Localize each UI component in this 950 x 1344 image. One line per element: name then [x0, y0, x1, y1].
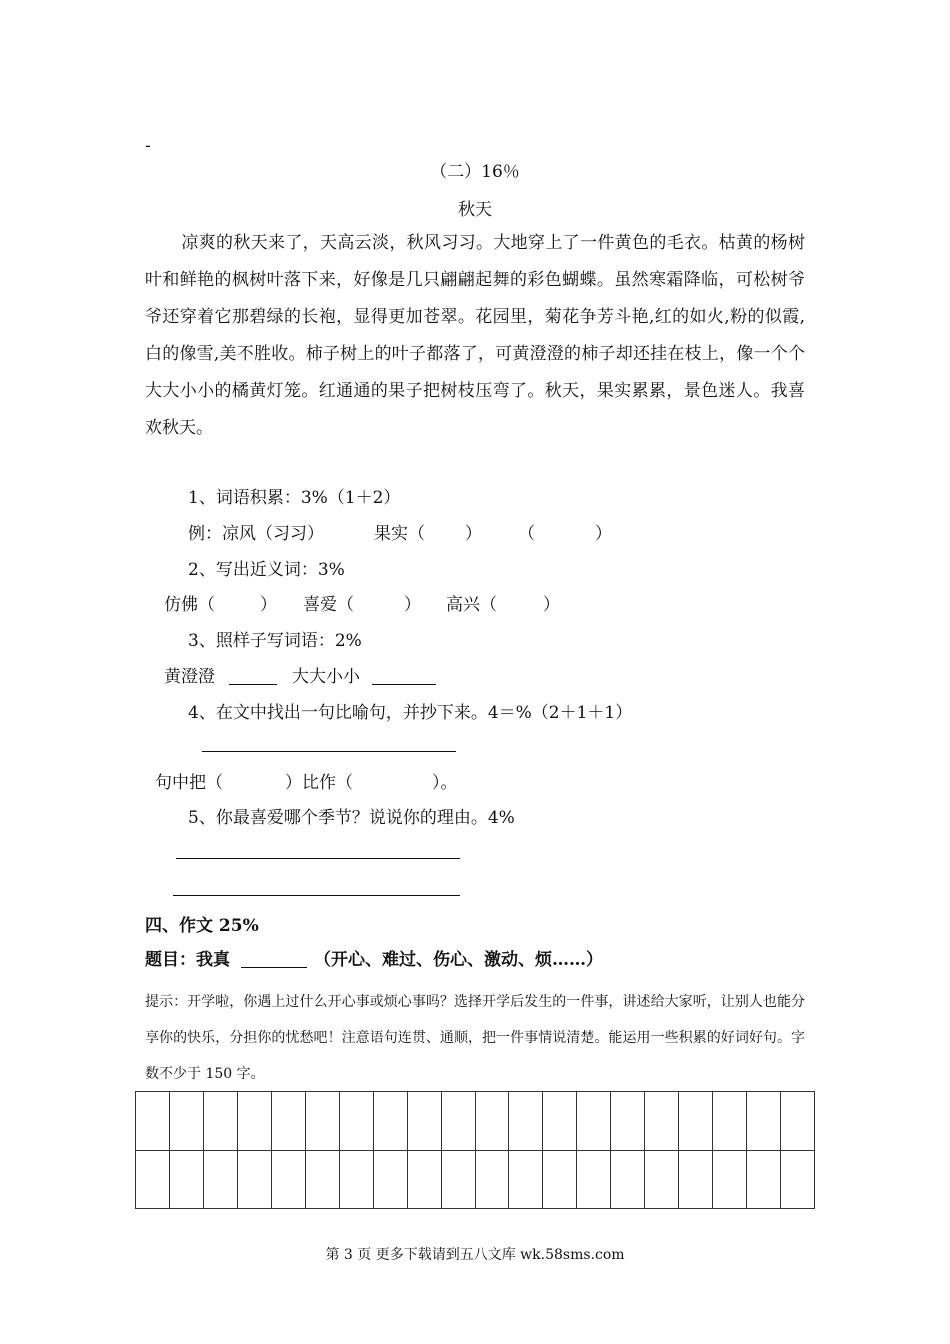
section-heading: （二）16％ — [430, 162, 520, 182]
grid-cell[interactable] — [509, 1151, 543, 1210]
grid-cell[interactable] — [577, 1092, 611, 1151]
q2-word3: 高兴（ — [446, 595, 497, 615]
q5-title: 5、你最喜爱哪个季节？说说你的理由。4% — [188, 808, 515, 828]
composition-topic-prefix: 题目：我真 — [145, 950, 230, 970]
passage-body: 凉爽的秋天来了，天高云淡，秋风习习。大地穿上了一件黄色的毛衣。枯黄的杨树叶和鲜艳的枫树叶落下来，好像是几只翩翩起舞的彩色蝴蝶。虽然寒霜降临，可松树爷爷还穿着它那碧绿的长袍，显得更加苍翠。花园里，菊花争芳斗艳,红的如火,粉的似霞,白的像雪,美不胜收。柿子树上的叶子都落了，可黄澄澄的柿子却还挂在枝上，像一个个大大小小的橘黄灯笼。红通通的果子把树枝压弯了。秋天，果实累累，景色迷人。我喜欢秋天。 — [145, 233, 805, 438]
grid-cell[interactable] — [374, 1151, 408, 1210]
grid-cell[interactable] — [306, 1092, 340, 1151]
header-mark: - — [145, 136, 151, 156]
q2-title: 2、写出近义词：3% — [188, 560, 345, 580]
grid-cell[interactable] — [170, 1092, 204, 1151]
grid-cell[interactable] — [442, 1151, 476, 1210]
grid-cell[interactable] — [374, 1092, 408, 1151]
grid-cell[interactable] — [204, 1092, 238, 1151]
q2-word2: 喜爱（ — [303, 595, 354, 615]
q3-word1: 黄澄澄 — [164, 667, 215, 687]
grid-cell[interactable] — [577, 1151, 611, 1210]
grid-cell[interactable] — [204, 1151, 238, 1210]
grid-cell[interactable] — [781, 1092, 815, 1151]
grid-cell[interactable] — [238, 1151, 272, 1210]
grid-cell[interactable] — [713, 1092, 747, 1151]
grid-cell[interactable] — [442, 1092, 476, 1151]
grid-cell[interactable] — [543, 1151, 577, 1210]
grid-cell[interactable] — [679, 1151, 713, 1210]
q1-close2: ） — [595, 524, 612, 544]
grid-cell[interactable] — [136, 1092, 170, 1151]
grid-cell[interactable] — [170, 1151, 204, 1210]
q4-answer-line — [202, 751, 456, 752]
composition-topic-suffix: （开心、难过、伤心、激动、烦……） — [314, 950, 603, 970]
q1-close1: ） — [465, 524, 482, 544]
grid-cell[interactable] — [340, 1092, 374, 1151]
q4-part3: ）。 — [432, 773, 458, 793]
grid-cell[interactable] — [408, 1151, 442, 1210]
q1-example: 例：凉风（习习） — [188, 524, 324, 544]
grid-cell[interactable] — [306, 1151, 340, 1210]
composition-heading: 四、作文 25% — [145, 916, 259, 936]
q5-answer-line-1 — [176, 858, 460, 859]
q3-blank2 — [372, 684, 436, 685]
q3-title: 3、照样子写词语：2% — [188, 631, 362, 651]
q1-open2: （ — [518, 524, 535, 544]
composition-topic-blank — [241, 967, 307, 968]
grid-cell[interactable] — [509, 1092, 543, 1151]
grid-cell[interactable] — [476, 1151, 510, 1210]
grid-cell[interactable] — [645, 1092, 679, 1151]
grid-cell[interactable] — [611, 1151, 645, 1210]
grid-cell[interactable] — [476, 1092, 510, 1151]
grid-cell[interactable] — [340, 1151, 374, 1210]
q2-word1: 仿佛（ — [164, 595, 215, 615]
grid-cell[interactable] — [272, 1092, 306, 1151]
q2-close1: ） — [260, 595, 277, 615]
q1-item: 果实（ — [374, 524, 425, 544]
grid-cell[interactable] — [543, 1092, 577, 1151]
grid-cell[interactable] — [136, 1151, 170, 1210]
q3-word2: 大大小小 — [292, 667, 360, 687]
page-footer: 第 3 页 更多下载请到五八文库 wk.58sms.com — [325, 1247, 625, 1263]
q3-blank1 — [229, 684, 277, 685]
grid-cell[interactable] — [408, 1092, 442, 1151]
grid-cell[interactable] — [679, 1092, 713, 1151]
passage-text — [145, 225, 805, 447]
q1-title: 1、词语积累：3%（1＋2） — [188, 488, 401, 508]
passage-title: 秋天 — [458, 200, 492, 220]
grid-cell[interactable] — [645, 1151, 679, 1210]
q2-close3: ） — [543, 595, 560, 615]
grid-cell[interactable] — [238, 1092, 272, 1151]
q5-answer-line-2 — [173, 895, 460, 896]
grid-cell[interactable] — [747, 1092, 781, 1151]
writing-grid[interactable] — [135, 1091, 815, 1209]
grid-cell[interactable] — [272, 1151, 306, 1210]
grid-cell[interactable] — [781, 1151, 815, 1210]
grid-cell[interactable] — [611, 1092, 645, 1151]
grid-cell[interactable] — [713, 1151, 747, 1210]
q2-close2: ） — [404, 595, 421, 615]
grid-cell[interactable] — [747, 1151, 781, 1210]
composition-hint: 提示：开学啦，你遇上过什么开心事或烦心事吗？选择开学后发生的一件事，讲述给大家听，让别人也能分享你的快乐，分担你的忧愁吧！注意语句连贯、通顺，把一件事情说清楚。能运用一些积累的好词好句。字数不少于 150 字。 — [145, 994, 805, 1082]
q4-part2: ）比作（ — [285, 773, 353, 793]
q4-title: 4、在文中找出一句比喻句，并抄下来。4＝%（2＋1＋1） — [188, 703, 633, 723]
q4-part1: 句中把（ — [155, 773, 223, 793]
